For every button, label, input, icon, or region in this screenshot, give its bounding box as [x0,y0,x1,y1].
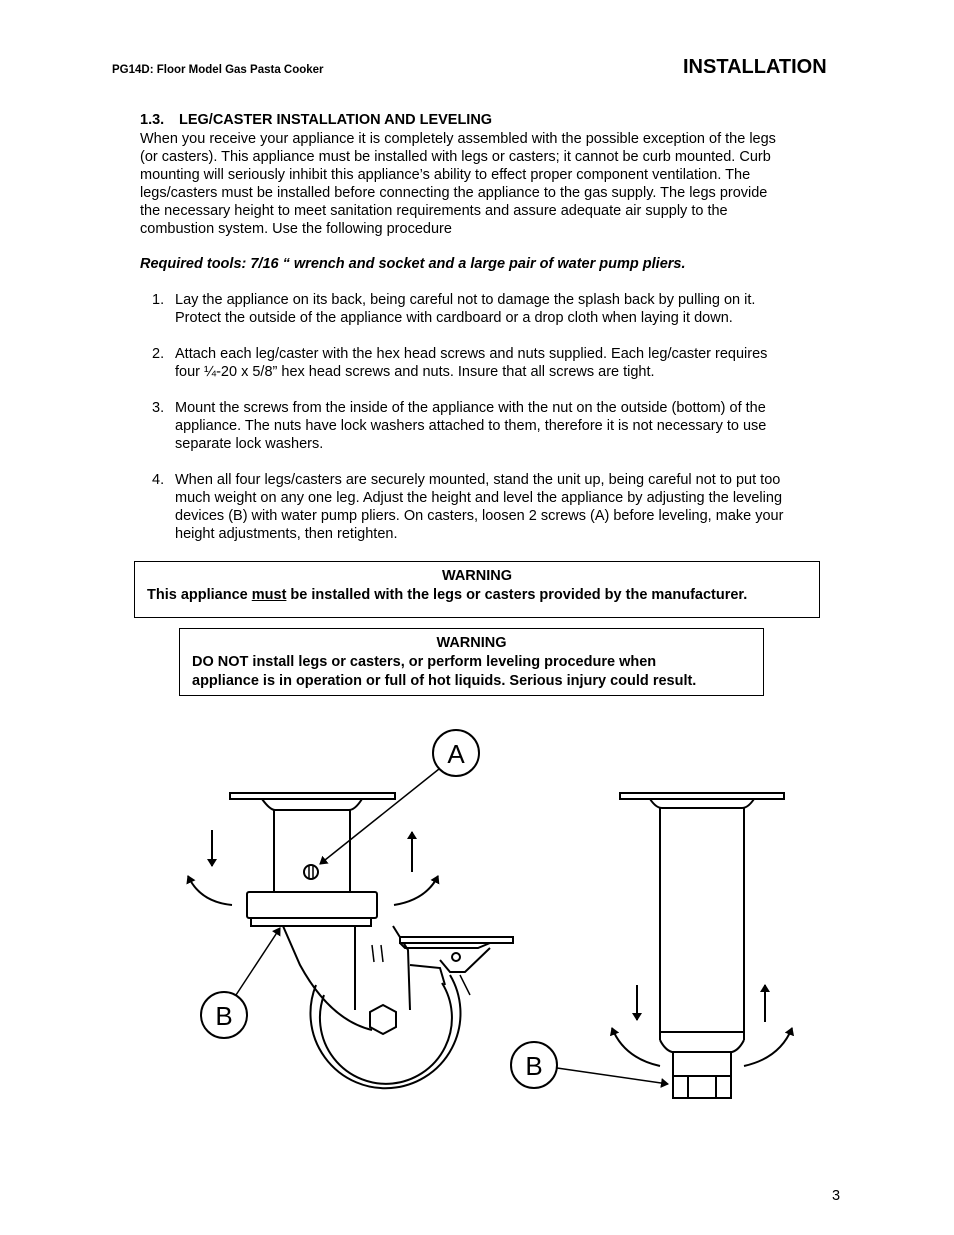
step-line: Protect the outside of the appliance with cardboard or a drop cloth when laying it down. [175,310,733,326]
warning-text-part: be installed with the legs or casters provided by the manufacturer. [286,587,748,603]
intro-line: the necessary height to meet sanitation requirements and assure adequate air supply to the [140,203,728,219]
step-number: 1. [152,292,165,308]
leg-arrows [612,985,792,1066]
section-header: INSTALLATION [683,56,827,78]
leg-drawing [620,793,784,1098]
warning-title: WARNING [436,635,507,651]
step-line: height adjustments, then retighten. [175,526,398,542]
intro-line: combustion system. Use the following procedure [140,221,452,237]
step-line: Attach each leg/caster with the hex head screws and nuts supplied. Each leg/caster requires [175,346,768,362]
warning-line: DO NOT install legs or casters, or perform leveling procedure when [192,654,657,670]
intro-line: (or casters). This appliance must be installed with legs or casters; it cannot be curb mounted. Curb [140,149,771,165]
rotate-right-icon [394,876,438,905]
step-number: 4. [152,472,165,488]
section-title-text: LEG/CASTER INSTALLATION AND LEVELING [179,112,493,128]
set-screw-icon [304,865,318,879]
step-number: 3. [152,400,165,416]
page-number: 3 [832,1188,841,1204]
callout-b-label: B [525,1051,543,1081]
required-tools: Required tools: 7/16 “ wrench and socket and a large pair of water pump pliers. [140,256,686,272]
step-line: appliance. The nuts have lock washers attached to them, therefore it is not necessary to use [175,418,767,434]
step-number: 2. [152,346,165,362]
section-number: 1.3. [140,112,165,128]
warning-title: WARNING [441,568,513,584]
callout-b-leg [511,1042,668,1088]
rotate-left-icon [612,1028,660,1066]
step-line: devices (B) with water pump pliers. On casters, loosen 2 screws (A) before leveling, make your [175,508,784,524]
warning-text-part: This appliance [147,587,252,603]
step-line: Lay the appliance on its back, being careful not to damage the splash back by pulling on it. [175,292,756,308]
step-line: much weight on any one leg. Adjust the height and level the appliance by adjusting the leveling [175,490,783,506]
intro-line: When you receive your appliance it is completely assembled with the possible exception of the legs [140,131,776,147]
step-line: When all four legs/casters are securely mounted, stand the unit up, being careful not to put too [175,472,781,488]
step-line: four ¼-20 x 5/8” hex head screws and nuts. Insure that all screws are tight. [175,364,655,380]
rotate-left-icon [188,876,232,905]
document-title: PG14D: Floor Model Gas Pasta Cooker [112,64,324,76]
warning-emphasis: must [251,587,287,603]
callout-b-caster [201,928,280,1038]
intro-line: legs/casters must be installed before connecting the appliance to the gas supply. The legs provide [140,185,768,201]
rotate-right-icon [744,1028,792,1066]
step-line: separate lock washers. [175,436,324,452]
step-line: Mount the screws from the inside of the appliance with the nut on the outside (bottom) of the [175,400,766,416]
callout-b-label: B [215,1001,233,1031]
callout-a-label: A [447,739,465,769]
intro-line: mounting will seriously inhibit this appliance’s ability to effect proper component ventilation. The [140,167,751,183]
warning-line: appliance is in operation or full of hot liquids. Serious injury could result. [192,673,697,689]
